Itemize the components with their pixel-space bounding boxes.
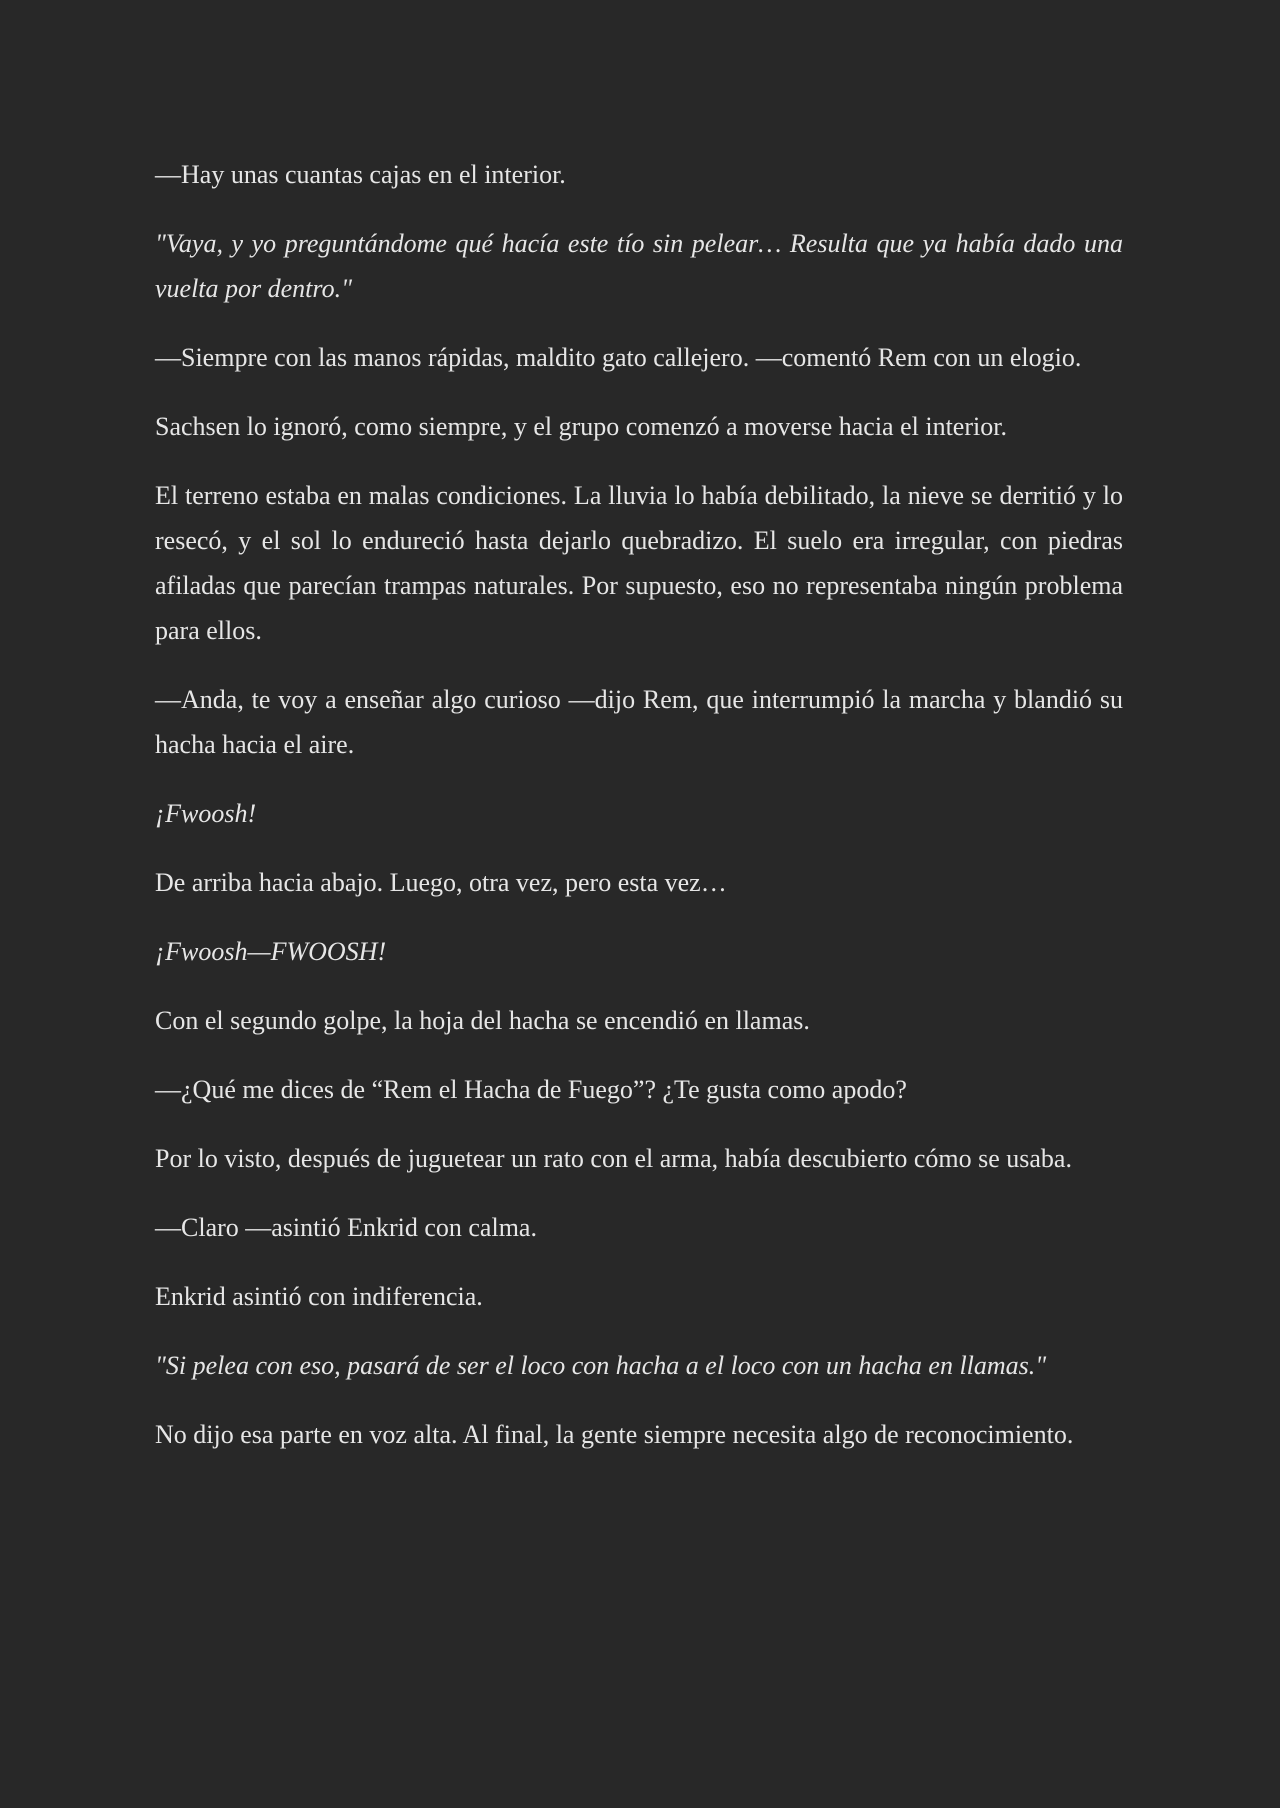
paragraph-6: —Anda, te voy a enseñar algo curioso —dijo Rem, que interrumpió la marcha y blandió su hacha hacia el aire.: [155, 685, 1123, 759]
paragraph-4: Sachsen lo ignoró, como siempre, y el grupo comenzó a moverse hacia el interior.: [155, 412, 1007, 441]
paragraph-10: Con el segundo golpe, la hoja del hacha se encendió en llamas.: [155, 1006, 810, 1035]
paragraph-9-sound-effect: ¡Fwoosh—FWOOSH!: [155, 937, 387, 966]
paragraph-2-thought: "Vaya, y yo preguntándome qué hacía este tío sin pelear… Resulta que ya había dado una vuelta por dentro.": [155, 229, 1123, 303]
paragraph-7-sound-effect: ¡Fwoosh!: [155, 799, 257, 828]
paragraph-8: De arriba hacia abajo. Luego, otra vez, pero esta vez…: [155, 868, 727, 897]
paragraph-1: —Hay unas cuantas cajas en el interior.: [155, 160, 566, 189]
paragraph-5: El terreno estaba en malas condiciones. La lluvia lo había debilitado, la nieve se derritió y lo resecó, y el sol lo endureció hasta dejarlo quebradizo. El suelo era irregular, con piedras afiladas que parecían trampas naturales. Por supuesto, eso no representaba ningún problema para ellos.: [155, 481, 1123, 645]
paragraph-15-thought: "Si pelea con eso, pasará de ser el loco con hacha a el loco con un hacha en llamas.": [155, 1351, 1047, 1380]
paragraph-12: Por lo visto, después de juguetear un rato con el arma, había descubierto cómo se usaba.: [155, 1144, 1072, 1173]
paragraph-14: Enkrid asintió con indiferencia.: [155, 1282, 483, 1311]
paragraph-3: —Siempre con las manos rápidas, maldito gato callejero. —comentó Rem con un elogio.: [155, 343, 1082, 372]
paragraph-11: —¿Qué me dices de “Rem el Hacha de Fuego”? ¿Te gusta como apodo?: [155, 1075, 907, 1104]
paragraph-16: No dijo esa parte en voz alta. Al final, la gente siempre necesita algo de reconocimiento.: [155, 1420, 1074, 1449]
paragraph-13: —Claro —asintió Enkrid con calma.: [155, 1213, 537, 1242]
